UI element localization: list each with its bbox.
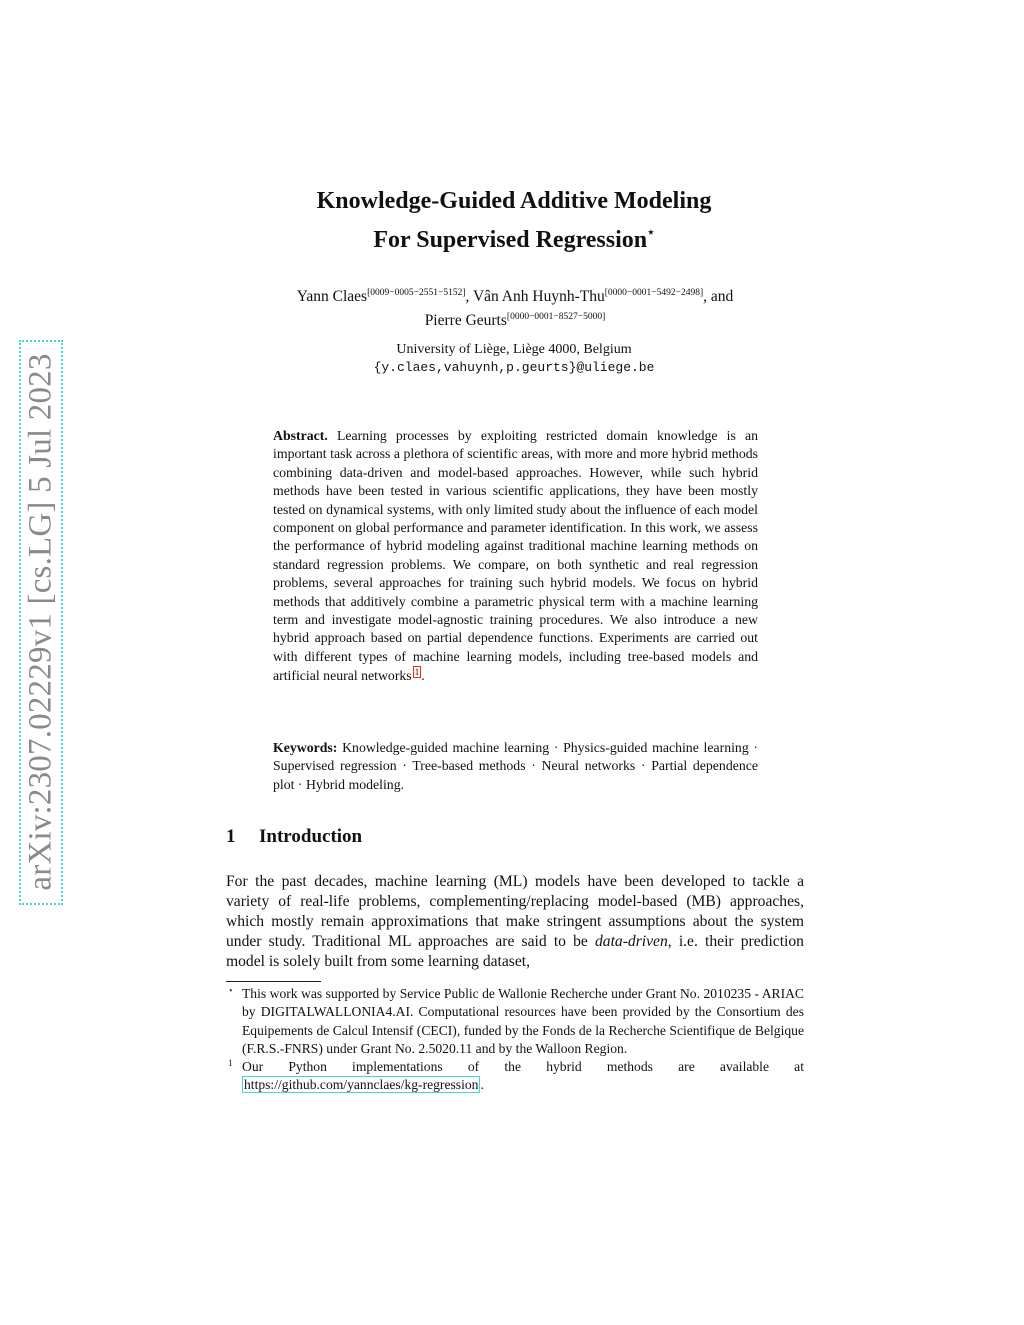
- author-name: Yann Claes: [296, 288, 368, 305]
- title-line-2: [214, 217, 814, 256]
- author-line-1: [200, 283, 830, 307]
- section-title: Introduction: [259, 826, 363, 847]
- paragraph-text: For the past decades, machine learning (ML) models have been developed to tackle a variety of real-life problems, complementing/replacing model-based (MB) approaches, which mostly remain approximations that make stringent assumptions about the system under study. Traditional ML approaches are said to be: [226, 873, 804, 950]
- paper-title: [214, 186, 814, 256]
- keywords: [273, 739, 758, 794]
- footnote-text: This work was supported by Service Public de Wallonie Recherche under Grant No. 2010235 - ARIAC by DIGITALWALLONIA4.AI. Computational resources have been provided by the Consortium des Equipements de Calcul Intensif (CECI), funded by the Fonds de la Recherche Scientifique de Belgique (F.R.S.-FNRS) under Grant No. 2.5020.11 and by the Walloon Region.: [242, 986, 804, 1056]
- footnote-1: [226, 1058, 804, 1095]
- title-footnote-mark[interactable]: ⋆: [647, 225, 655, 239]
- keywords-text: Knowledge-guided machine learning · Physics-guided machine learning · Supervised regression · Tree-based methods · Neural networks · Partial dependence plot · Hybrid modeling.: [273, 740, 758, 792]
- author-orcid[interactable]: [0000−0001−5492−2498]: [604, 288, 704, 298]
- paragraph-text-cont: , i.e. their prediction model is solely built from some learning dataset,: [226, 933, 804, 970]
- keywords-label: Keywords:: [273, 740, 338, 755]
- author-name: Vân Anh Huynh-Thu: [472, 288, 605, 305]
- github-repo-link[interactable]: https://github.com/yannclaes/kg-regression: [244, 1077, 479, 1093]
- affiliation-block: [214, 341, 814, 377]
- footnote-mark: ⋆: [228, 985, 234, 995]
- footnote-1-ref-link[interactable]: 1: [414, 667, 420, 678]
- author-list: [200, 283, 830, 331]
- author-line-2: [200, 307, 830, 331]
- author-orcid[interactable]: [0000−0001−8527−5000]: [506, 312, 606, 322]
- arxiv-identifier[interactable]: arXiv:2307.02229v1 [cs.LG] 5 Jul 2023: [22, 353, 59, 891]
- section-number: 1: [226, 826, 236, 847]
- abstract: [273, 427, 758, 686]
- author-separator: , and: [703, 288, 734, 305]
- author-orcid[interactable]: [0009−0005−2551−5152]: [367, 288, 466, 298]
- footnote-text: Our Python implementations of the hybrid methods are available at: [242, 1059, 804, 1075]
- footnote-end: .: [480, 1077, 484, 1093]
- abstract-text: Learning processes by exploiting restricted domain knowledge is an important task across a plethora of scientific areas, with more and more hybrid methods combining data-driven and model-based approaches. However, while such hybrid methods have been tested in various scientific applications, they have been mostly tested on dynamical systems, with only limited study about the influence of each model component on global performance and parameter identification. In this work, we assess the performance of hybrid modeling against traditional machine learning methods on standard regression problems. We compare, on both synthetic and real regression problems, several approaches for training such hybrid models. We focus on hybrid methods that additively combine a parametric physical term with a machine learning term and investigate model-agnostic training procedures. We also introduce a new hybrid approach based on partial dependence functions. Experiments are carried out with different types of machine learning models, including tree-based models and artificial neural networks: [273, 428, 759, 684]
- title-line-2-text: For Supervised Regression: [373, 227, 648, 253]
- institution: University of Liège, Liège 4000, Belgium: [396, 342, 632, 357]
- footnotes: [226, 985, 804, 1095]
- footnote-mark: 1: [228, 1058, 233, 1069]
- author-emails: {y.claes,vahuynh,p.geurts}@uliege.be: [373, 360, 655, 375]
- author-separator: ,: [465, 288, 473, 305]
- intro-paragraph: [226, 872, 804, 972]
- title-line-1: Knowledge-Guided Additive Modeling: [316, 188, 712, 214]
- section-heading-introduction: [226, 826, 362, 848]
- abstract-label: Abstract.: [273, 428, 328, 443]
- footnote-star: [226, 985, 804, 1058]
- abstract-end: .: [421, 668, 425, 684]
- footnote-rule: [226, 981, 321, 982]
- author-name: Pierre Geurts: [424, 312, 507, 329]
- paragraph-emphasis: data-driven: [595, 933, 668, 950]
